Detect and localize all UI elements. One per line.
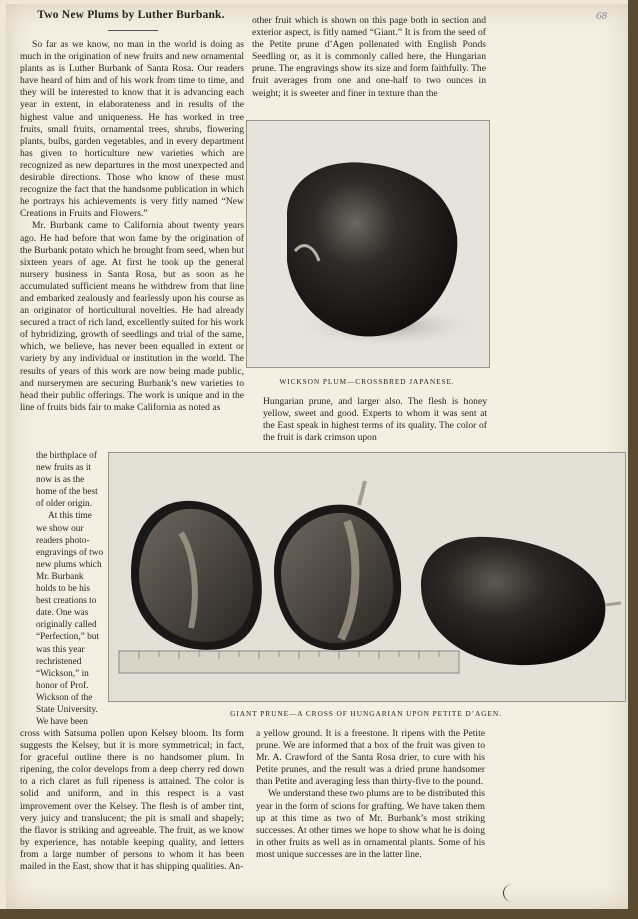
left-column-bottom — [20, 728, 244, 878]
article-title: Two New Plums by Luther Burbank. — [37, 9, 225, 21]
page-number: 68 — [596, 10, 607, 22]
title-divider — [108, 30, 158, 31]
paper-tear-mark — [503, 884, 522, 902]
page-edge-bottom — [0, 909, 638, 919]
right-column-top — [252, 15, 486, 111]
paragraph-giant-ripening: a yellow ground. It is a freestone. It ripens with the Petite prune. We are informed that a box of the fruit was given to Mr. A. Crawford of the Santa Rosa drier, to cure with his Petite prunes, and the result was a dried prune handsomer than Petite and averaging less than thirty-five to the pound. — [256, 728, 485, 788]
prune-stem — [359, 481, 365, 505]
left-column-narrow — [36, 450, 104, 728]
paragraph-history-continued: the birthplace of new fruits as it now is as the home of the best of older origin. — [36, 451, 98, 510]
prune-whole — [421, 537, 605, 665]
giant-caption: GIANT PRUNE—A CROSS OF HUNGARIAN UPON PETITE D’AGEN. — [230, 709, 502, 718]
paragraph-giant-intro: other fruit which is shown on this page both in section and exterior aspect, is fitly named “Giant.” It is from the seed of the Petite prune d’Agen pollenated with English Ponds Seedling or, as it is commonly called here, the Hungarian prune. The engravings show its size and form faithfully. The fruit averages from one and one-half to two ounces in weight; it is sweeter and finer in texture than the — [252, 15, 486, 99]
paragraph-history: Mr. Burbank came to California about twenty years ago. He had before that won fame by the origination of the Burbank potato which he brought from seed, when but sixteen years of age. At first he took up the general nursery business in Santa Rosa, but as soon as he accumulated sufficient means he withdrew from that line and embarked zealously and fearlessly upon his course as an originator of horticultural novelties. He had already secured a tract of rich land, excellently suited for his work of hybridizing, growth of seedlings and trial of the same, which, we believe, has never been equalled in extent or variety by any individual or institution in the world. The results of years of this work are now being made public, and nurserymen are securing Burbank’s new varieties to head their public offerings. The work is unique and in the line of fruits bids fair to make California as noted as — [20, 220, 244, 413]
paragraph-giant-flesh: Hungarian prune, and larger also. The flesh is honey yellow, sweet and good. Experts to whom it was sent at the East speak in highest terms of its quality. The color of the fruit is dark crimson upon — [263, 396, 487, 444]
paragraph-new-plums: At this time we show our readers photo-engravings of two new plums which Mr. Burbank holds to be his best creations to date. One was originally called “Perfection,” but was this year rechristened “Wickson,” in honor of Prof. Wickson of the State University. We have been — [36, 511, 104, 728]
wickson-plum-photo — [246, 120, 490, 368]
right-column-middle — [263, 396, 487, 444]
giant-prune-photo — [108, 452, 626, 702]
paragraph-wickson-description: cross with Satsuma pollen upon Kelsey bloom. Its form suggests the Kelsey, but it is more symmetrical; in fact, for graceful outline there is no handsomer plum. In ripening, the color develops from a deep cherry red down to a rich claret as full ripeness is attained. The color is solid and uniform, and in this respect is a vast improvement over the Kelsey. The flesh is of amber tint, very juicy and translucent; the pit is small and shapely; the flavor is striking and agreeable. The fruit, as we know by experience, has notable keeping quality, and letters from a large number of persons to whom it has been mailed in the East, show that it has shipping qualities. An- — [20, 728, 244, 873]
wickson-caption: WICKSON PLUM—CROSSBRED JAPANESE. — [279, 377, 455, 386]
prune-whole-stem — [605, 603, 621, 605]
left-column-top — [20, 39, 244, 450]
measuring-ruler — [119, 651, 459, 673]
right-column-bottom — [256, 728, 485, 880]
page-edge-right — [628, 0, 638, 919]
paragraph-distribution: We understand these two plums are to be distributed this year in the form of scions for grafting. We have taken them up at this time as two of Mr. Burbank’s most striking successes. At other times we hope to show what he is doing in other fruits as well as in ornamental plants. Some of his most unique successes are in the latter line. — [256, 788, 485, 860]
paragraph-intro: So far as we know, no man in the world is doing as much in the origination of new fruits and new ornamental plants as is Luther Burbank of Santa Rosa. Our readers have heard of him and of his work from time to time, and they will be interested to know that it is advancing each year in extent, in elaborateness and in results of the highest value and uniqueness. He has worked in tree fruits, small fruits, ornamental trees, shrubs, flowering plants, bulbs, garden vegetables, and in every department has given to horticulture new varieties which are recognized as new departures in the most unexpected and desirable directions. Those who know of these must recognize the fact that the handsome publication in which he portrays his achievements is very fitly named “New Creations in Fruits and Flowers.” — [20, 39, 244, 220]
